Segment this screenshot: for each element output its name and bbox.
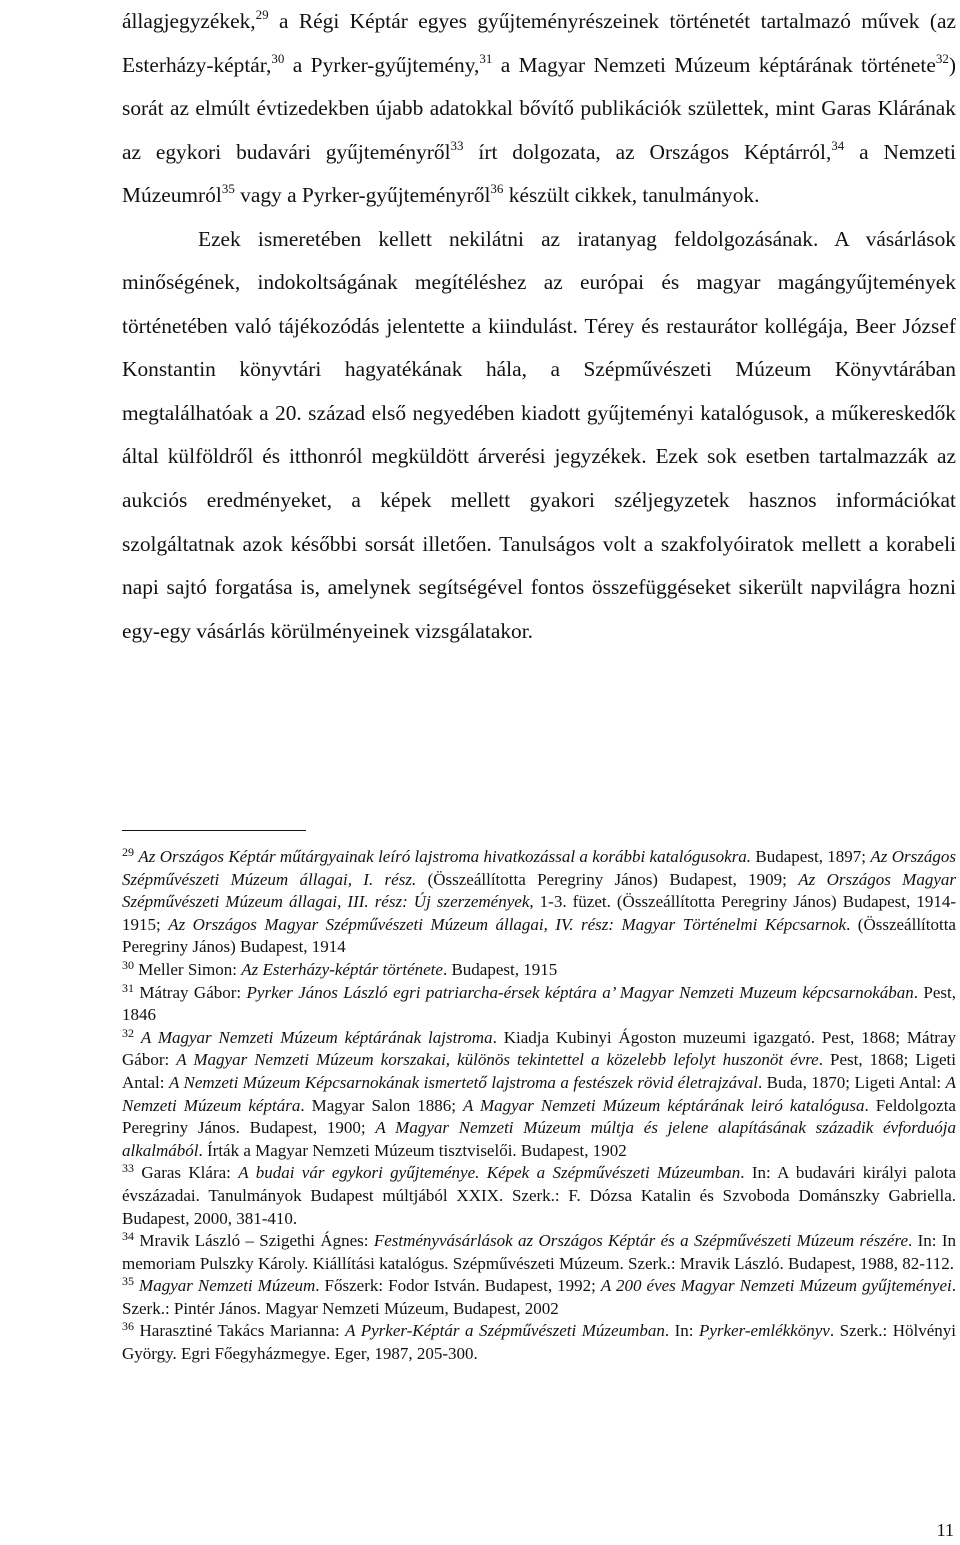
footnote-number: 29: [122, 845, 134, 859]
footnote-ref-30[interactable]: 30: [271, 50, 285, 66]
footnote-number: 34: [122, 1229, 134, 1244]
footnote-29: $^{29}$ Az Országos Képtár műtárgyainak leíró lajstroma hivatkozással a korábbi katalógusokra. Budapest, 1897; Az Országos Szépművészeti Múzeum állagai, I. rész. (Összeállította Peregriny János) Budapest, 1909; Az Országos Magyar Szépművészeti Múzeum állagai, III. rész: Új szerzemények, 1-3. füzet. (Összeállította Peregriny János) Budapest, 1914-1915; Az Országos Magyar Szépművészeti Múzeum állagai, IV. rész: Magyar Történelmi Képcsarnok. (Összeállította Peregriny János) Budapest, 1914: [122, 845, 957, 957]
footnote-number: 32: [122, 1025, 134, 1040]
page-number: 11: [936, 1520, 954, 1540]
footnote-31: $^{31}$ Mátray Gábor: Pyrker János László egri patriarcha-érsek képtára a’ Magyar Nemzeti Muzeum képcsarnokában. Pest, 1846: [122, 980, 957, 1025]
footnote-36: $^{36}$ Harasztiné Takács Marianna: A Pyrker-Képtár a Szépművészeti Múzeumban. In: Pyrker-emlékkönyv. Szerk.: Hölvényi György. Egri Főegyházmegye. Eger, 1987, 205-300.: [122, 1319, 957, 1364]
footnote-30: $^{30}$ Meller Simon: Az Esterházy-képtár története. Budapest, 1915: [122, 957, 558, 979]
paragraph-2: Ezek ismeretében kellett nekilátni az iratanyag feldolgozásának. A vásárlások minőségének, indokoltságának megítéléshez az európai és magyar magángyűjtemények történetében való tájékozódás jelentette a kiindulást. Térey és restaurátor kollégája, Beer József Konstantin könyvtári hagyatékának hála, a Szépművészeti Múzeum Könyvtárában megtalálhatóak a 20. század első negyedében kiadott gyűjteményi katalógusok, a műkereskedők által külföldről és itthonról megküldött árverési jegyzékek. Ezek sok esetben tartalmazzák az aukciós eredményeket, a képek mellett gyakori széljegyzetek hasznos információkat szolgáltatnak azok későbbi sorsát illetően. Tanulságos volt a szakfolyóiratok mellett a korabeli napi sajtó forgatása is, amelynek segítségével fontos összefüggéseket sikerült napvilágra hozni egy-egy vásárlás körülményeinek vizsgálatakor.: [122, 226, 956, 643]
footnote-32: $^{32}$ A Magyar Nemzeti Múzeum képtárának lajstroma. Kiadja Kubinyi Ágoston muzeumi igazgató. Pest, 1868; Mátray Gábor: A Magyar Nemzeti Múzeum korszakai, különös tekintettel a közelebb lefolyt huszonöt évre. Pest, 1868; Ligeti Antal: A Nemzeti Múzeum Képcsarnokának ismertető lajstroma a festészek rövid életrajzával. Buda, 1870; Ligeti Antal: A Nemzeti Múzeum képtára. Magyar Salon 1886; A Magyar Nemzeti Múzeum képtárának leiró katalógusa. Feldolgozta Peregriny János. Budapest, 1900; A Magyar Nemzeti Múzeum múltja és jelene alapításának századik évforduója alkalmából. Írták a Magyar Nemzeti Múzeum tisztviselői. Budapest, 1902: [122, 1025, 957, 1160]
footnote-number: 33: [122, 1161, 134, 1176]
footnote-ref-36[interactable]: 36: [490, 181, 504, 197]
footnote-number: 35: [122, 1274, 134, 1289]
footnote-number: 30: [122, 957, 134, 972]
paragraph-1: állagjegyzékek,$^{29}$ a Régi Képtár egyes gyűjteményrészeinek történetét tartalmazó művek (az Esterházy-képtár,$^{30}$ a Pyrker-gyűjtemény,$^{31}$ a Magyar Nemzeti Múzeum képtárának története$^{32}$) sorát az elmúlt évtizedekben újabb adatokkal bővítő publikációk születtek, mint Garas Klárának az egykori budavári gyűjteményről$^{33}$ írt dolgozata, az Országos Képtárról,$^{34}$ a Nemzeti Múzeumról$^{35}$ vagy a Pyrker-gyűjteményről$^{36}$ készült cikkek, tanulmányok.: [122, 7, 956, 208]
main-text: [122, 0, 956, 653]
footnote-ref-32[interactable]: 32: [935, 50, 949, 66]
footnote-35: $^{35}$ Magyar Nemzeti Múzeum. Főszerk: Fodor István. Budapest, 1992; A 200 éves Magyar Nemzeti Múzeum gyűjteményei. Szerk.: Pintér János. Magyar Nemzeti Múzeum, Budapest, 2002: [122, 1274, 956, 1318]
footnote-34: $^{34}$ Mravik László – Szigethi Ágnes: Festményvásárlások az Országos Képtár és a Szépművészeti Múzeum részére. In: In memoriam Pulszky Károly. Kiállítási katalógus. Szépművészeti Múzeum. Szerk.: Mravik László. Budapest, 1988, 82-112.: [122, 1229, 956, 1273]
footnote-ref-29[interactable]: 29: [255, 7, 269, 22]
footnote-ref-35[interactable]: 35: [221, 181, 235, 197]
footnote-number: 31: [122, 980, 134, 995]
footnote-number: 36: [122, 1319, 134, 1334]
footnote-ref-34[interactable]: 34: [831, 137, 845, 153]
footnote-33: $^{33}$ Garas Klára: A budai vár egykori gyűjteménye. Képek a Szépművészeti Múzeumban. In: A budavári királyi palota évszázadai. Tanulmányok Budapest múltjából XXIX. Szerk.: F. Dózsa Katalin és Szvoboda Dománszky Gabriella. Budapest, 2000, 381-410.: [122, 1161, 956, 1228]
footnote-ref-31[interactable]: 31: [479, 50, 493, 66]
footnote-ref-33[interactable]: 33: [450, 137, 464, 153]
footnote-separator: [122, 830, 306, 831]
footnotes: [122, 846, 956, 1366]
